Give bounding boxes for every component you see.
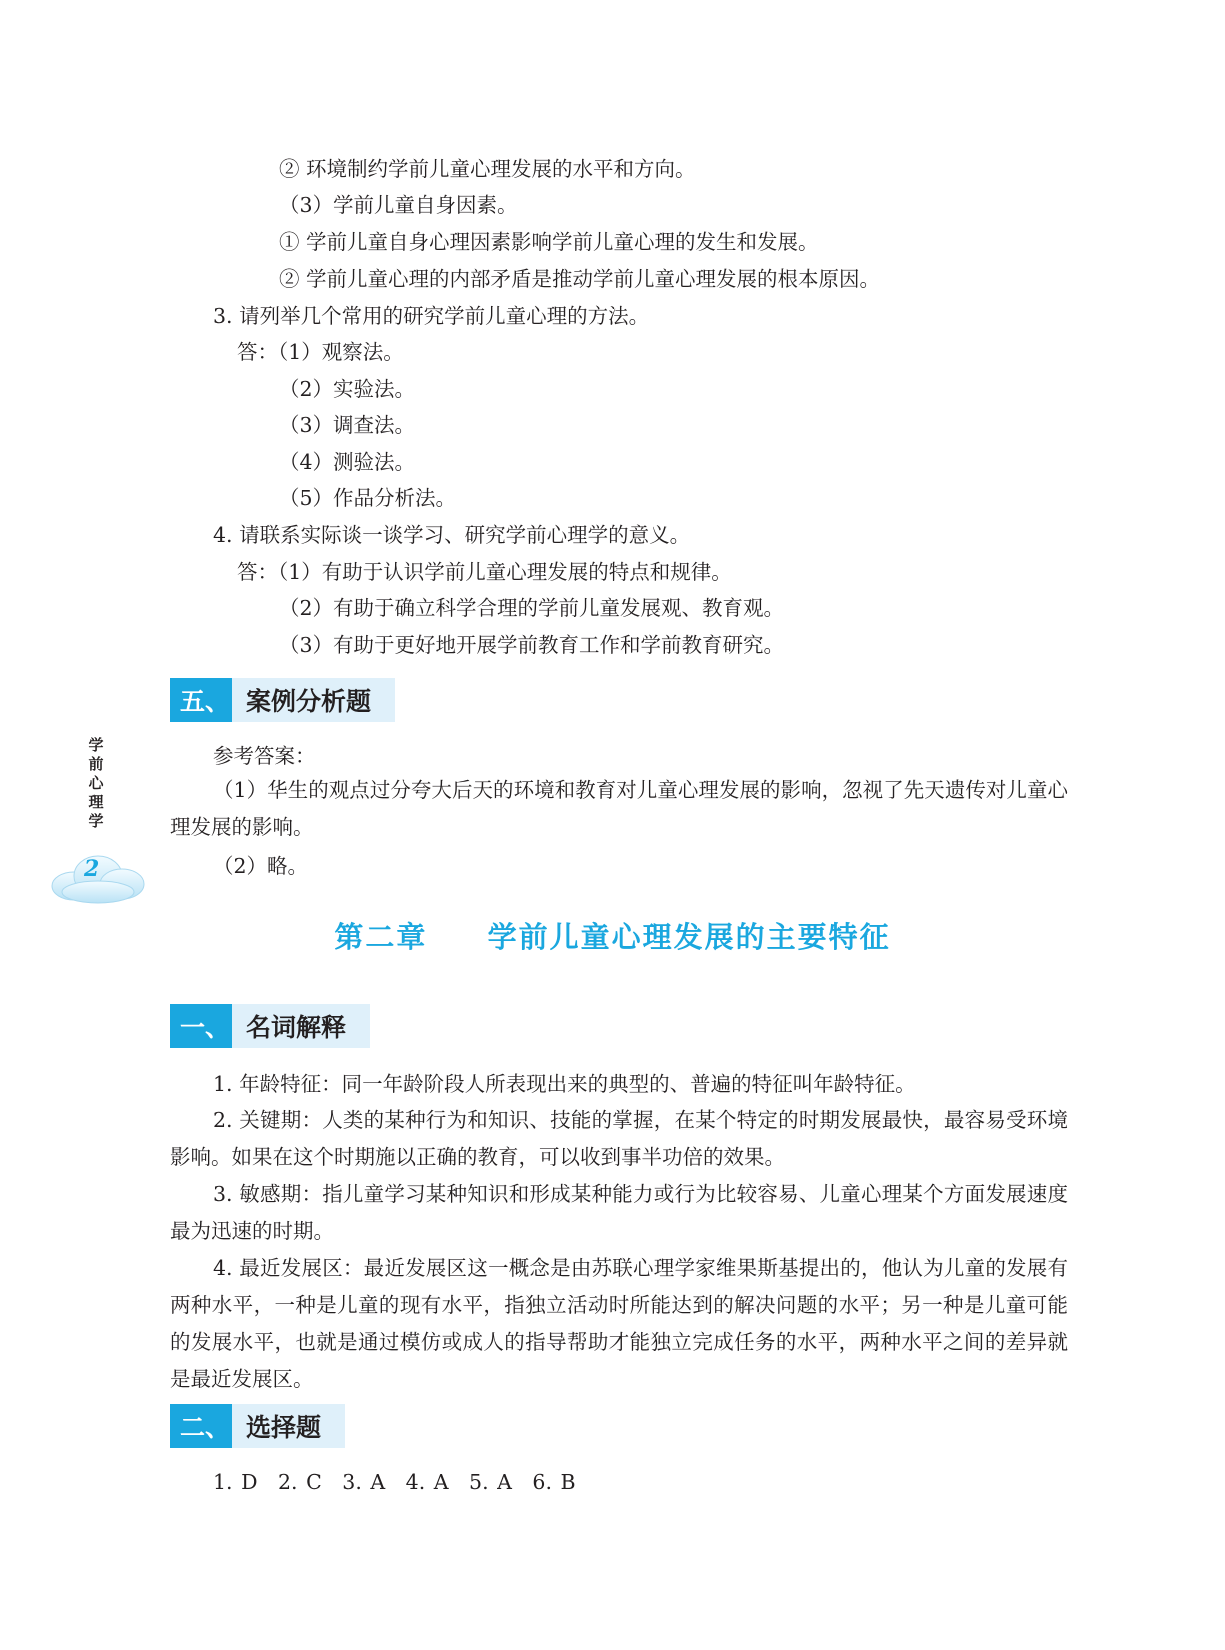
definition-item: 3. 敏感期：指儿童学习某种知识和形成某种能力或行为比较容易、儿童心理某个方面发展速度最为迅速的时期。: [170, 1182, 1068, 1243]
running-head-char: 理: [88, 793, 104, 811]
multiple-choice-answers: 1. D 2. C 3. A 4. A 5. A 6. B: [213, 1470, 576, 1494]
answer-line: （5）作品分析法。: [279, 486, 457, 510]
running-head-char: 前: [88, 755, 104, 773]
question-3: 3. 请列举几个常用的研究学前儿童心理的方法。: [213, 304, 650, 328]
chapter-label: 第二章: [334, 920, 428, 954]
running-head-char: 心: [88, 774, 104, 792]
running-head-vertical: [86, 736, 106, 831]
text-line: ② 学前儿童心理的内部矛盾是推动学前儿童心理发展的根本原因。: [279, 267, 881, 291]
text-line: ② 环境制约学前儿童心理发展的水平和方向。: [279, 157, 696, 181]
answer-line: 答：（1）有助于认识学前儿童心理发展的特点和规律。: [237, 560, 732, 584]
text-line: ① 学前儿童自身心理因素影响学前儿童心理的发生和发展。: [279, 230, 819, 254]
section-number: 一、: [170, 1004, 232, 1048]
answer-line: （3）调查法。: [279, 413, 416, 437]
running-head-char: 学: [88, 736, 104, 754]
section-title: 名词解释: [232, 1004, 370, 1048]
case-answer-line: （2）略。: [213, 854, 309, 878]
section-number: 五、: [170, 678, 232, 722]
question-4: 4. 请联系实际谈一谈学习、研究学前心理学的意义。: [213, 523, 691, 547]
section-number: 二、: [170, 1404, 232, 1448]
definition-item: 4. 最近发展区：最近发展区这一概念是由苏联心理学家维果斯基提出的，他认为儿童的发展有两种水平，一种是儿童的现有水平，指独立活动时所能达到的解决问题的水平；另一种是儿童可能的发展水平，也就是通过模仿或成人的指导帮助才能独立完成任务的水平，两种水平之间的差异就是最近发展区。: [170, 1256, 1068, 1391]
definition-item: 2. 关键期：人类的某种行为和知识、技能的掌握，在某个特定的时期发展最快，最容易受环境影响。如果在这个时期施以正确的教育，可以收到事半功倍的效果。: [170, 1108, 1068, 1169]
reference-answer-label: 参考答案：: [213, 744, 316, 768]
answer-line: （2）有助于确立科学合理的学前儿童发展观、教育观。: [279, 596, 785, 620]
section-header-1: [170, 1004, 370, 1048]
section-title: 案例分析题: [232, 678, 395, 722]
section-title: 选择题: [232, 1404, 345, 1448]
running-head-char: 学: [88, 812, 104, 830]
definition-item: 1. 年龄特征：同一年龄阶段人所表现出来的典型的、普遍的特征叫年龄特征。: [213, 1072, 916, 1096]
answer-line: （2）实验法。: [279, 377, 416, 401]
answer-line: （3）有助于更好地开展学前教育工作和学前教育研究。: [279, 633, 785, 657]
chapter-title: [0, 915, 1225, 956]
page-number: 2: [84, 856, 100, 882]
answer-line: 答：（1）观察法。: [237, 340, 404, 364]
text-line: （3）学前儿童自身因素。: [279, 193, 518, 217]
chapter-name: 学前儿童心理发展的主要特征: [487, 920, 891, 954]
answer-line: （4）测验法。: [279, 450, 416, 474]
section-header-5: [170, 678, 395, 722]
case-answer-paragraph: （1）华生的观点过分夸大后天的环境和教育对儿童心理发展的影响，忽视了先天遗传对儿童心理发展的影响。: [170, 778, 1068, 839]
section-header-2: [170, 1404, 345, 1448]
